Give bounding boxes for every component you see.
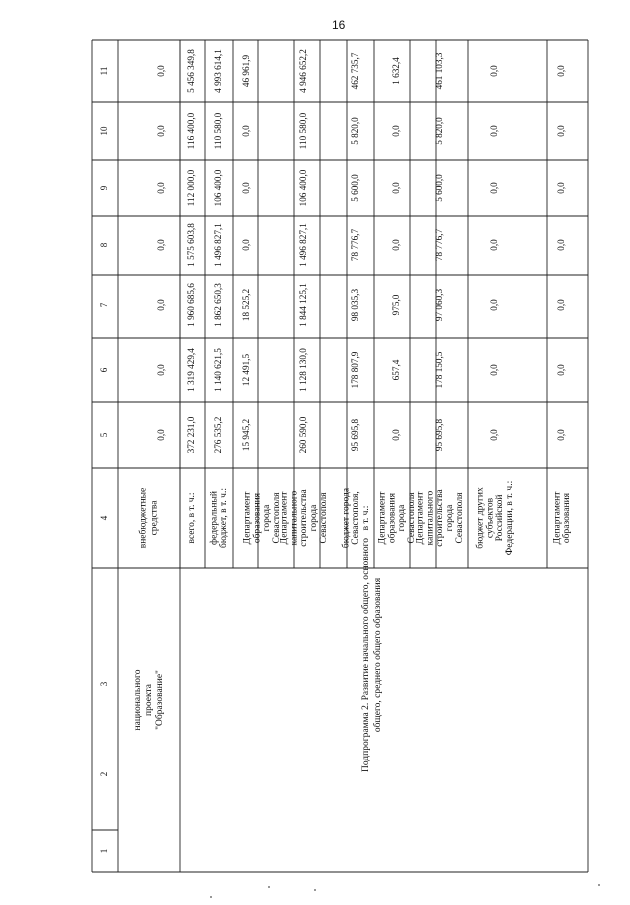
- row-value: 0,0: [556, 65, 567, 77]
- row-value: 0,0: [391, 239, 402, 251]
- row-value: 975,0: [391, 294, 402, 316]
- row-source-9: Департамент: [552, 491, 563, 545]
- row-value: 461 103,3: [434, 52, 445, 90]
- row-source-5: Севастополя,: [351, 491, 362, 545]
- row-value: 1 575 603,8: [186, 223, 197, 267]
- row-value: 276 535,2: [213, 416, 224, 454]
- row-value: 15 945,2: [241, 418, 252, 452]
- row-value: 0,0: [391, 429, 402, 441]
- row-source-6: Севастополя: [406, 492, 417, 544]
- column-number-4: 4: [99, 515, 110, 521]
- column-number-8: 8: [99, 242, 110, 248]
- row-value: 0,0: [489, 125, 500, 137]
- row-value: 0,0: [156, 65, 167, 77]
- row-value: 1 844 125,1: [298, 283, 309, 327]
- row-value: 0,0: [556, 429, 567, 441]
- row-value: 116 400,0: [186, 112, 197, 150]
- row-source-9: образования: [562, 492, 573, 544]
- row-value: 1 496 827,1: [298, 223, 309, 267]
- row-value: 0,0: [391, 182, 402, 194]
- project-name-label: национального: [133, 669, 144, 731]
- row-value: 0,0: [241, 182, 252, 194]
- row-value: 5 820,0: [434, 117, 445, 145]
- row-source-5: бюджет города: [341, 487, 352, 549]
- row-value: 0,0: [489, 65, 500, 77]
- row-source-3: города: [262, 504, 273, 532]
- row-source-6: образования: [387, 492, 398, 544]
- project-name-label: "Образование": [155, 670, 166, 730]
- row-value: 178 150,5: [434, 351, 445, 389]
- row-source-8: Федерации, в т. ч.:: [504, 480, 515, 556]
- row-value: 4 993 614,1: [213, 49, 224, 93]
- row-value: 0,0: [556, 125, 567, 137]
- row-value: 98 035,3: [350, 288, 361, 322]
- column-number-10: 10: [99, 126, 110, 136]
- scan-speck: [598, 884, 600, 886]
- row-value: 110 580,0: [213, 112, 224, 150]
- row-value: 462 735,7: [350, 52, 361, 90]
- row-source-7: города: [444, 504, 455, 532]
- row-value: 95 695,8: [434, 418, 445, 452]
- row-source-8: субъектов: [485, 497, 496, 539]
- row-source-8: бюджет других: [475, 487, 486, 549]
- row-source-1: всего, в т. ч.:: [187, 492, 198, 544]
- row-value: 0,0: [156, 239, 167, 251]
- column-number-9: 9: [99, 185, 110, 191]
- row-value: 18 525,2: [241, 288, 252, 322]
- project-name-label: проекта: [144, 684, 155, 716]
- row-value: 0,0: [489, 239, 500, 251]
- row-value: 0,0: [489, 429, 500, 441]
- row-value: 372 231,0: [186, 416, 197, 454]
- row-value: 5 600,0: [434, 174, 445, 202]
- row-source-5: в т. ч.:: [360, 505, 371, 531]
- row-value: 1 496 827,1: [213, 223, 224, 267]
- row-value: 78 776,7: [350, 228, 361, 262]
- subprogram-title: Подпрограмма 2. Развитие начального общего, основного: [361, 537, 372, 773]
- row-value: 0,0: [156, 429, 167, 441]
- row-value: 78 776,7: [434, 228, 445, 262]
- row-value: 0,0: [489, 182, 500, 194]
- row-source-4: Севастополя: [318, 492, 329, 544]
- row-value: 178 807,9: [350, 351, 361, 389]
- row-value: 1 632,4: [391, 57, 402, 85]
- row-source-3: образования: [252, 492, 263, 544]
- page-number: 16: [332, 18, 346, 32]
- row-value: 97 060,3: [434, 288, 445, 322]
- row-value: 5 600,0: [350, 174, 361, 202]
- row-source-label: внебюджетные: [138, 487, 149, 549]
- row-source-7: строительства: [435, 489, 446, 547]
- row-source-4: города: [308, 504, 319, 532]
- row-value: 95 695,8: [350, 418, 361, 452]
- row-value: 0,0: [156, 364, 167, 376]
- scan-speck: [268, 886, 270, 888]
- row-value: 106 400,0: [298, 169, 309, 207]
- scan-speck: [210, 896, 212, 898]
- scan-speck: [314, 889, 316, 891]
- row-value: 1 140 621,5: [213, 348, 224, 392]
- row-value: 0,0: [556, 364, 567, 376]
- row-value: 5 456 349,8: [186, 49, 197, 93]
- row-source-7: капитального: [425, 490, 436, 546]
- column-number-7: 7: [99, 302, 110, 308]
- row-value: 0,0: [556, 239, 567, 251]
- row-value: 12 491,5: [241, 353, 252, 387]
- row-value: 0,0: [556, 182, 567, 194]
- column-number-3: 3: [99, 681, 110, 687]
- row-source-8: Российской: [495, 494, 506, 542]
- subprogram-title: общего, среднего общего образования: [373, 577, 384, 733]
- row-source-label: средства: [149, 500, 160, 536]
- row-source-4: капитального: [289, 490, 300, 546]
- row-source-6: Департамент: [377, 491, 388, 545]
- row-value: 0,0: [156, 125, 167, 137]
- row-source-3: Департамент: [242, 491, 253, 545]
- table-grid: [92, 40, 588, 872]
- column-number-11: 11: [99, 66, 110, 76]
- row-source-6: города: [397, 504, 408, 532]
- row-source-4: Департамент: [279, 491, 290, 545]
- row-value: 260 590,0: [298, 416, 309, 454]
- row-source-3: Севастополя: [271, 492, 282, 544]
- row-value: 1 319 429,4: [186, 348, 197, 392]
- row-value: 106 400,0: [213, 169, 224, 207]
- row-value: 657,4: [391, 359, 402, 381]
- row-value: 1 960 685,6: [186, 283, 197, 327]
- row-value: 4 946 652,2: [298, 49, 309, 93]
- row-value: 0,0: [241, 239, 252, 251]
- row-value: 0,0: [156, 182, 167, 194]
- row-value: 46 961,9: [241, 54, 252, 88]
- row-source-7: Севастополя: [454, 492, 465, 544]
- row-value: 1 128 130,0: [298, 348, 309, 392]
- column-number-6: 6: [99, 367, 110, 373]
- row-value: 0,0: [489, 364, 500, 376]
- row-source-2: федеральный: [209, 491, 220, 545]
- column-number-2: 2: [99, 771, 110, 777]
- row-source-4: строительства: [299, 489, 310, 547]
- table-text: [99, 49, 572, 853]
- row-value: 5 820,0: [350, 117, 361, 145]
- row-source-2: бюджет, в т. ч.:: [219, 488, 230, 548]
- row-value: 0,0: [391, 125, 402, 137]
- row-value: 0,0: [241, 125, 252, 137]
- row-value: 112 000,0: [186, 169, 197, 207]
- row-value: 0,0: [489, 299, 500, 311]
- row-value: 0,0: [156, 299, 167, 311]
- column-number-1: 1: [99, 848, 110, 854]
- column-number-5: 5: [99, 432, 110, 438]
- row-value: 110 580,0: [298, 112, 309, 150]
- row-value: 0,0: [556, 299, 567, 311]
- row-value: 1 862 650,3: [213, 283, 224, 327]
- row-source-7: Департамент: [415, 491, 426, 545]
